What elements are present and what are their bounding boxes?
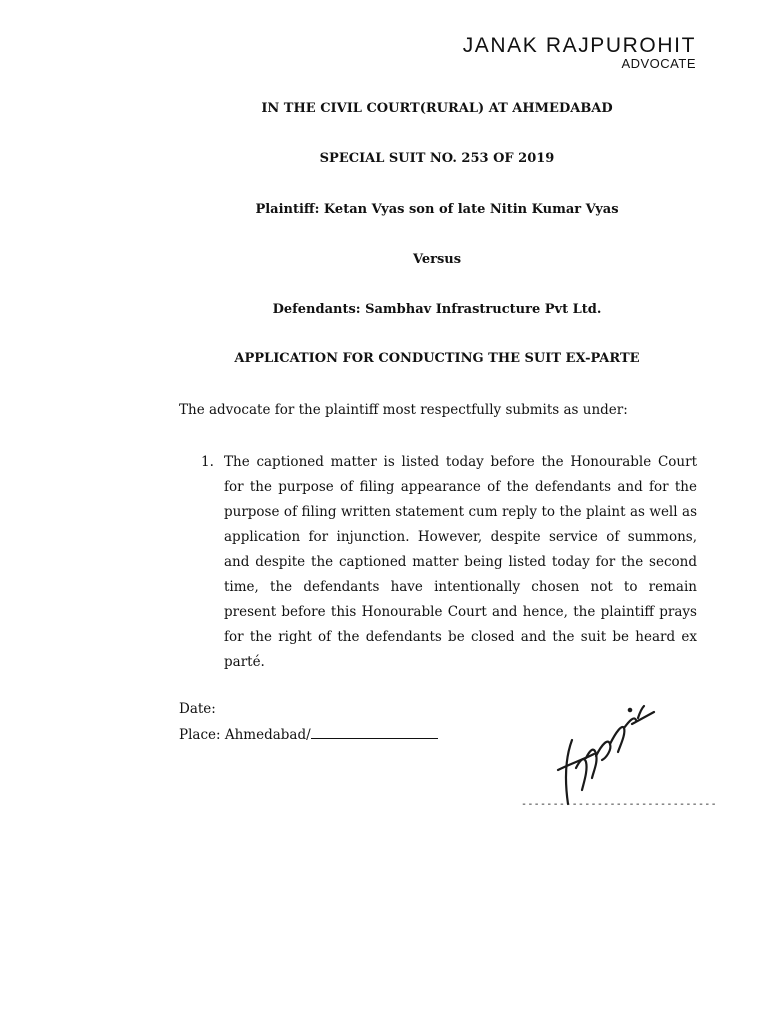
court-heading: IN THE CIVIL COURT(RURAL) AT AHMEDABAD [261, 101, 613, 116]
intro-text: The advocate for the plaintiff most respectfully submits as under: [179, 402, 628, 418]
signature-line: ------------------------------- [521, 799, 717, 810]
paragraph-1 [179, 450, 697, 675]
paragraph-number: 1. [201, 454, 214, 470]
advocate-title: ADVOCATE [621, 56, 696, 71]
defendants-line: Defendants: Sambhav Infrastructure Pvt Ltd. [272, 302, 602, 317]
paragraph-text: The captioned matter is listed today before the Honourable Court for the purpose of filing appearance of the defendants and for the purpose of filing written statement cum reply to the plaint as well as application for injunction. However, despite service of summons, and despite the captioned matter being listed today for the second time, the defendants have intentionally chosen not to remain present before this Honourable Court and hence, the plaintiff prays for the right of the defendants be closed and the suit be heard ex parté. [224, 454, 697, 670]
advocate-name: JANAK RAJPUROHIT [462, 34, 696, 57]
place-field [179, 726, 438, 743]
letterhead [463, 34, 696, 71]
versus-line: Versus [412, 252, 462, 267]
suit-number: SPECIAL SUIT NO. 253 OF 2019 [319, 151, 555, 166]
place-blank-line [311, 726, 438, 739]
application-title: APPLICATION FOR CONDUCTING THE SUIT EX-PARTE [234, 351, 640, 366]
signature-image [536, 698, 666, 810]
plaintiff-line: Plaintiff: Ketan Vyas son of late Nitin Kumar Vyas [255, 202, 619, 217]
place-label: Place: Ahmedabad/ [179, 727, 311, 743]
date-label: Date: [179, 701, 216, 717]
